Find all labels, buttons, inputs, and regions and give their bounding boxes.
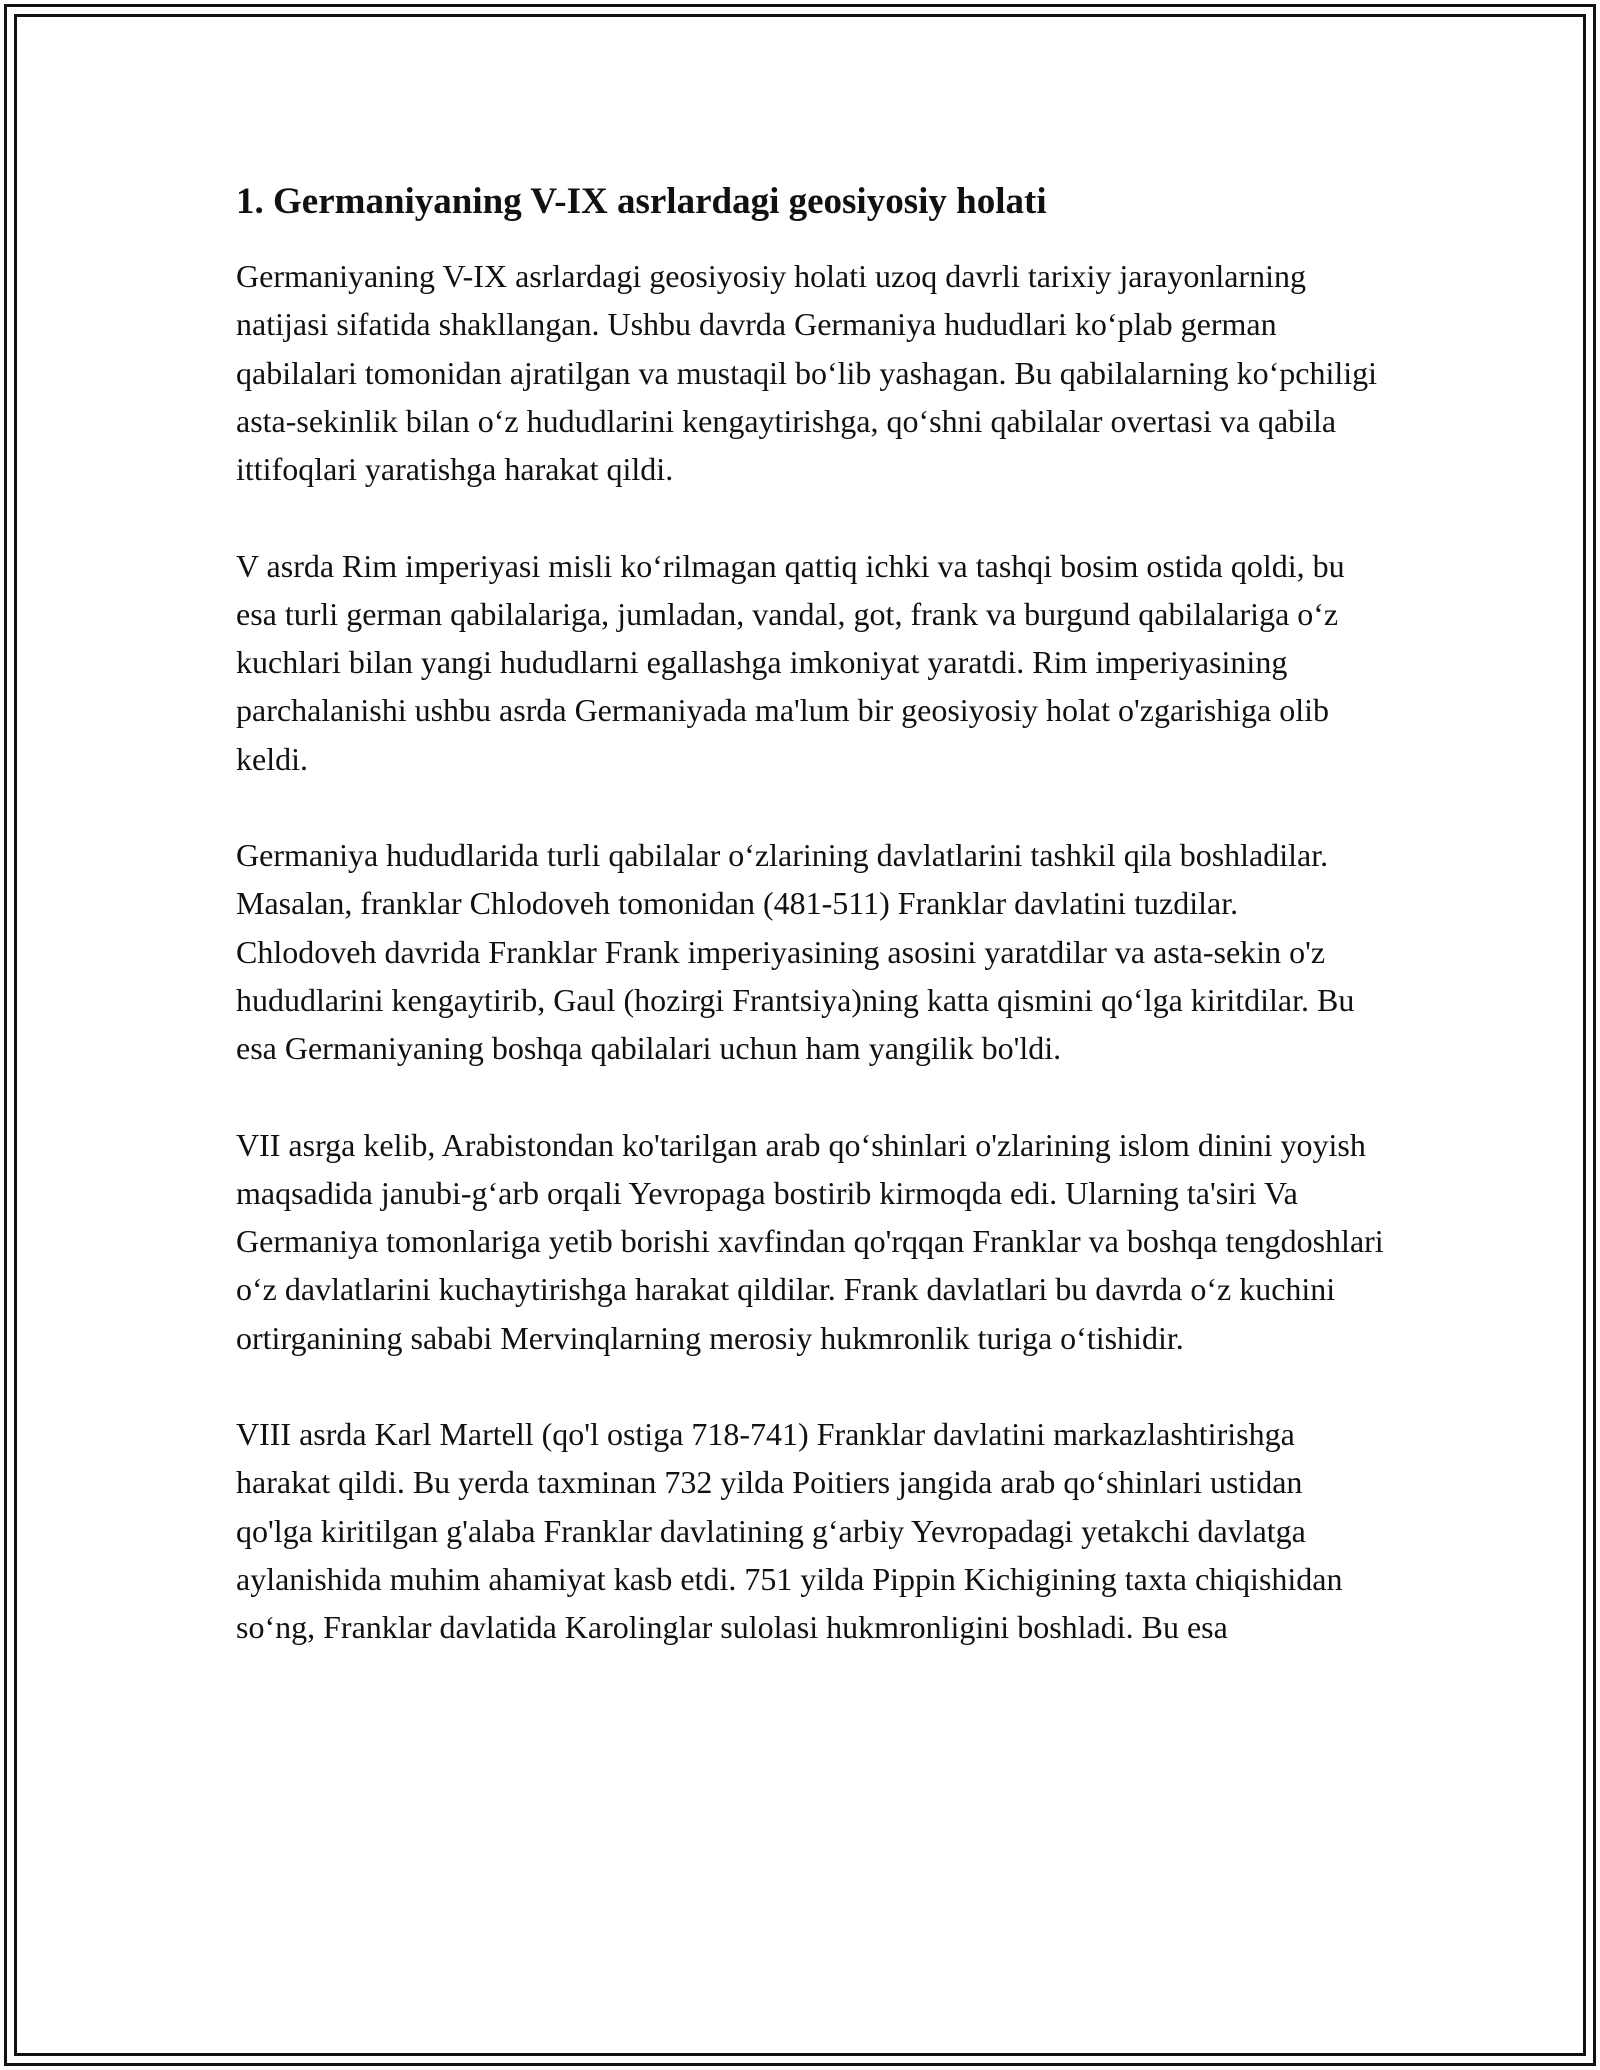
document-page [236, 178, 1386, 1700]
paragraph-4: VII asrga kelib, Arabistondan ko'tarilgan arab qo‘shinlari o'zlarining islom dinini yoyish maqsadida janubi-g‘arb orqali Yevropaga bostirib kirmoqda edi. Ularning ta'siri Va Germaniya tomonlariga yetib borishi xavfindan qo'rqqan Franklar va boshqa tengdoshlari o‘z davlatlarini kuchaytirishga harakat qildilar. Frank davlatlari bu davrda o‘z kuchini ortirganining sababi Mervinqlarning merosiy hukmronlik turiga o‘tishidir. [236, 1126, 1384, 1356]
paragraph-1: Germaniyaning V-IX asrlardagi geosiyosiy holati uzoq davrli tarixiy jarayonlarning natijasi sifatida shakllangan. Ushbu davrda Germaniya hududlari ko‘plab german qabilalari tomonidan ajratilgan va mustaqil bo‘lib yashagan. Bu qabilalarning ko‘pchiligi asta-sekinlik bilan o‘z hududlarini kengaytirishga, qo‘shni qabilalar overtasi va qabila ittifoqlari yaratishga harakat qildi. [236, 258, 1378, 488]
paragraph-2: V asrda Rim imperiyasi misli ko‘rilmagan qattiq ichki va tashqi bosim ostida qoldi, bu esa turli german qabilalariga, jumladan, vandal, got, frank va burgund qabilalariga o‘z kuchlari bilan yangi hududlarni egallashga imkoniyat yaratdi. Rim imperiyasining parchalanishi ushbu asrda Germaniyada ma'lum bir geosiyosiy holat o'zgarishiga olib keldi. [236, 547, 1345, 777]
section-title: 1. Germaniyaning V-IX asrlardagi geosiyosiy holati [236, 181, 1047, 222]
paragraph-3: Germaniya hududlarida turli qabilalar o‘zlarining davlatlarini tashkil qila boshladilar. Masalan, franklar Chlodoveh tomonidan (481-511) Franklar davlatini tuzdilar. Chlodoveh davrida Franklar Frank imperiyasining asosini yaratdilar va asta-sekin o'z hududlarini kengaytirib, Gaul (hozirgi Frantsiya)ning katta qismini qo‘lga kiritdilar. Bu esa Germaniyaning boshqa qabilalari uchun ham yangilik bo'ldi. [236, 837, 1355, 1067]
paragraph-5: VIII asrda Karl Martell (qo'l ostiga 718-741) Franklar davlatini markazlashtirishga harakat qildi. Bu yerda taxminan 732 yilda Poitiers jangida arab qo‘shinlari ustidan qo'lga kiritilgan g'alaba Franklar davlatining g‘arbiy Yevropadagi yetakchi davlatga aylanishida muhim ahamiyat kasb etdi. 751 yilda Pippin Kichigining taxta chiqishidan so‘ng, Franklar davlatida Karolinglar sulolasi hukmronligini boshladi. Bu esa [236, 1416, 1343, 1646]
